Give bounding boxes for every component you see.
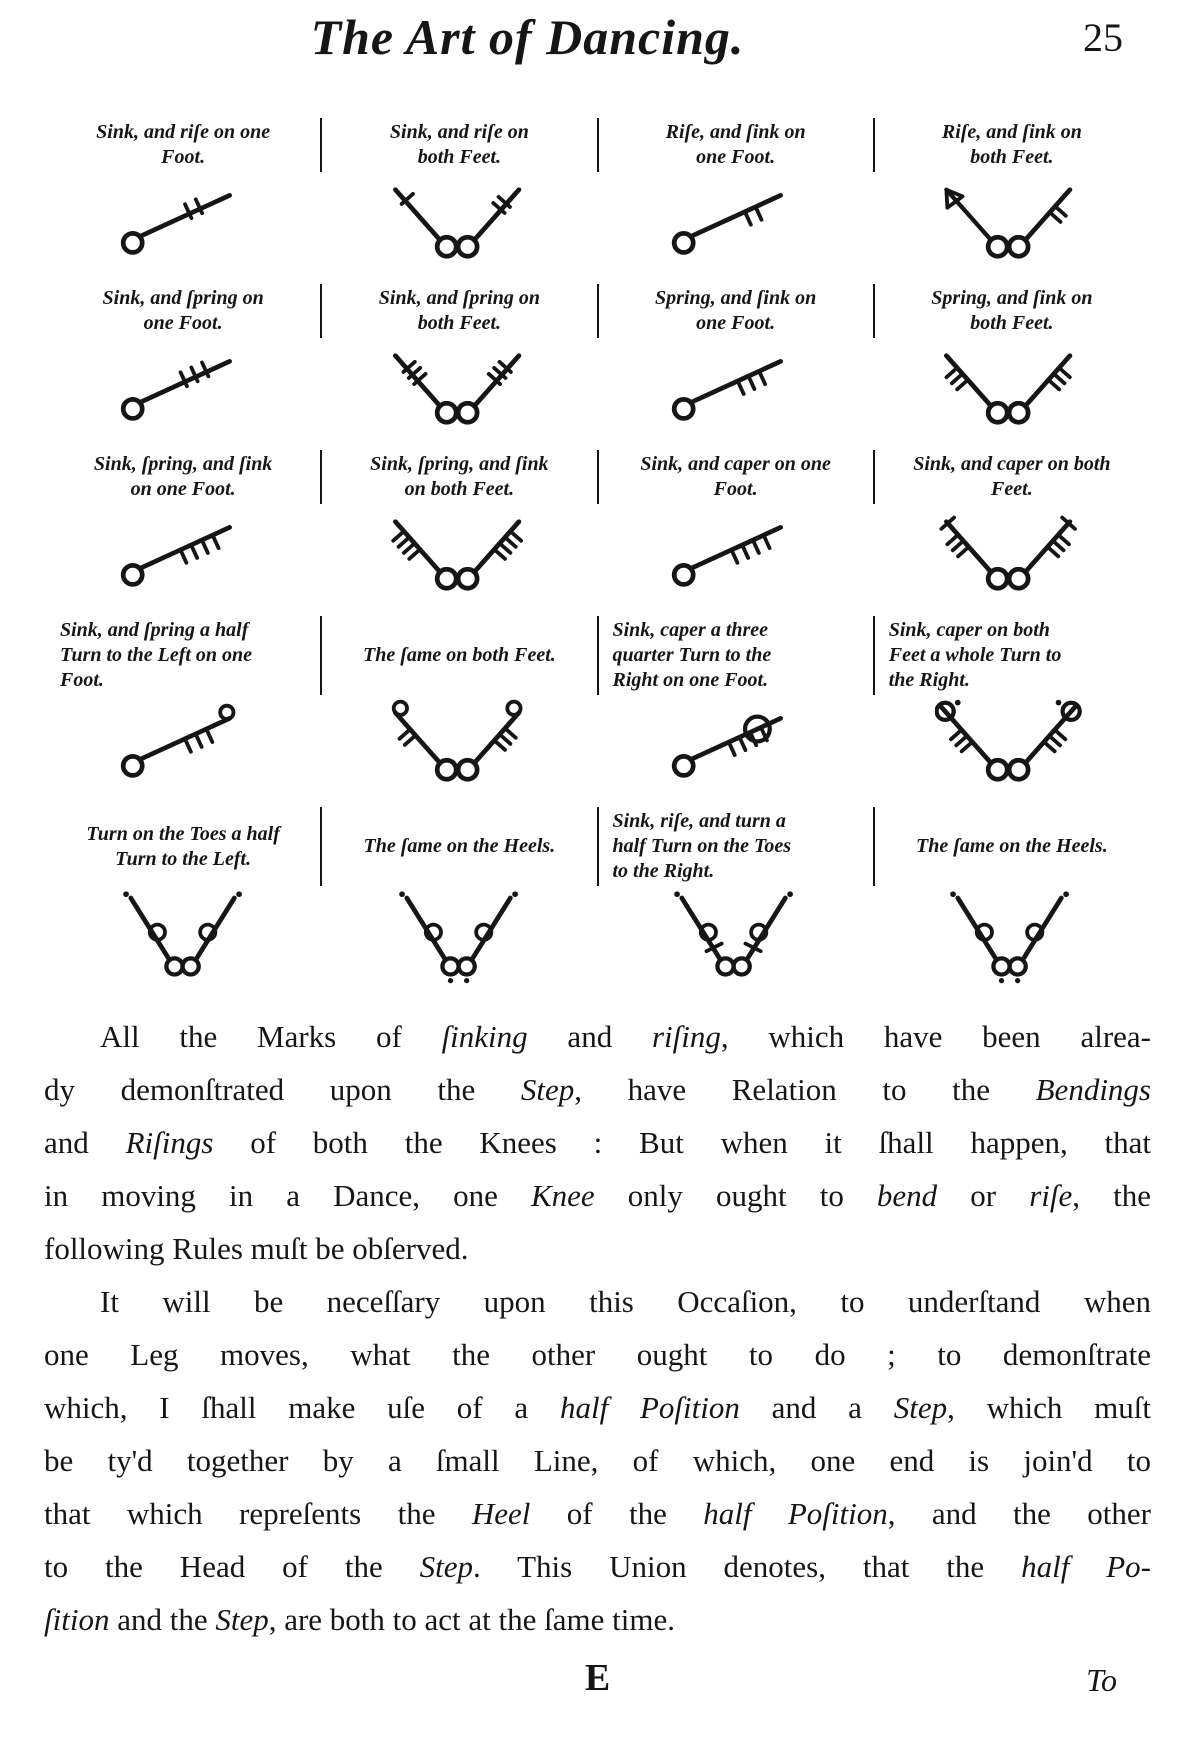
label-row: [46, 807, 1149, 886]
figure-label: Sink, caper a three quarter Turn to the Right on one Foot.: [599, 616, 875, 695]
text-line: be ty'd together by a ſmall Line, of which, one end is join'd to: [44, 1443, 1151, 1478]
figure-label: Sink, and caper on both Feet.: [913, 453, 1111, 500]
text-line: ſition and the Step, are both to act at the ſame time.: [44, 1602, 676, 1637]
spring-sink-one-foot-figure: [598, 340, 874, 436]
text-line: in moving in a Dance, one Knee only ought to bend or riſe, the: [44, 1178, 1152, 1213]
toes-half-turn-right-figure: [598, 888, 874, 984]
notation-table: [0, 118, 1195, 984]
text-line: which, I ſhall make uſe of a half Poſition and a Step, which muſt: [44, 1390, 1151, 1425]
figure-label: Sink, ſpring, and ſink on one Foot.: [46, 450, 322, 504]
text-line: following Rules muſt be obſerved.: [44, 1231, 469, 1266]
page-header: [0, 0, 1195, 104]
figure-label: Sink, and ſpring on one Foot.: [46, 284, 322, 338]
figure-label: Spring, and ſink on both Feet.: [931, 287, 1093, 334]
figure-label: Sink, and caper on one Foot.: [599, 450, 875, 504]
figure-label: The ſame on the Heels.: [916, 835, 1108, 857]
figure-label: The ſame on both Feet.: [322, 616, 598, 695]
heels-half-turn-right-figure: [873, 888, 1149, 984]
sink-spring-both-feet-figure: [322, 340, 598, 436]
text-line: one Leg moves, what the other ought to do ; to demonſtrate: [44, 1337, 1151, 1372]
figure-label: Riſe, and ſink on both Feet.: [941, 121, 1082, 168]
sink-rise-one-foot-figure: [46, 174, 322, 270]
label-row: [46, 118, 1149, 172]
text-line: and Riſings of both the Knees : But when it ſhall happen, that: [44, 1125, 1152, 1160]
page-footer: [0, 1656, 1195, 1726]
sink-rise-both-feet-figure: [322, 174, 598, 270]
figure-label: Sink, and riſe on one Foot.: [46, 118, 322, 172]
signature-mark: E: [584, 1657, 611, 1699]
figure-label: The ſame on the Heels.: [322, 807, 598, 886]
paragraph: [44, 1010, 1151, 1275]
spring-sink-both-feet-figure: [873, 340, 1149, 436]
figure-label: Sink, and ſpring on both Feet.: [322, 284, 598, 338]
body-text: [0, 1010, 1195, 1646]
rise-sink-one-foot-figure: [598, 174, 874, 270]
label-row: [46, 284, 1149, 338]
text-line: to the Head of the Step. This Union denotes, that the half Po-: [44, 1549, 1151, 1584]
text-line: All the Marks of ſinking and riſing, which have been alrea-: [100, 1019, 1151, 1054]
figure-label: Sink, ſpring, and ſink on both Feet.: [322, 450, 598, 504]
figure-row: [46, 888, 1149, 984]
sink-spring-sink-one-foot-figure: [46, 506, 322, 602]
same-on-both-feet-figure: [322, 697, 598, 793]
figure-label: Sink, caper on both Feet a whole Turn to the Right.: [888, 619, 1062, 691]
text-line: dy demonſtrated upon the Step, have Relation to the Bendings: [44, 1072, 1151, 1107]
figure-label: Sink, and riſe on both Feet.: [322, 118, 598, 172]
label-row: [46, 616, 1149, 695]
sink-spring-half-turn-left-figure: [46, 697, 322, 793]
text-line: that which repreſents the Heel of the half Poſition, and the other: [44, 1496, 1151, 1531]
sink-spring-one-foot-figure: [46, 340, 322, 436]
figure-label: Spring, and ſink on one Foot.: [599, 284, 875, 338]
sink-caper-both-feet-figure: [873, 506, 1149, 602]
figure-label: Sink, riſe, and turn a half Turn on the Toes to the Right.: [599, 807, 875, 886]
catchword: To: [1086, 1662, 1117, 1698]
sink-caper-one-foot-figure: [598, 506, 874, 602]
paragraph: [44, 1275, 1151, 1646]
page-number: 25: [1083, 15, 1123, 60]
figure-label: Riſe, and ſink on one Foot.: [599, 118, 875, 172]
toes-half-turn-left-figure: [46, 888, 322, 984]
rise-sink-both-feet-figure: [873, 174, 1149, 270]
heels-half-turn-left-figure: [322, 888, 598, 984]
sink-caper-three-quarter-turn-right-figure: [598, 697, 874, 793]
figure-row: [46, 697, 1149, 793]
figure-row: [46, 174, 1149, 270]
label-row: [46, 450, 1149, 504]
figure-row: [46, 506, 1149, 602]
sink-caper-whole-turn-right-figure: [873, 697, 1149, 793]
sink-spring-sink-both-feet-figure: [322, 506, 598, 602]
text-line: It will be neceſſary upon this Occaſion, to underſtand when: [100, 1284, 1151, 1319]
page-title: The Art of Dancing.: [310, 9, 745, 65]
figure-row: [46, 340, 1149, 436]
figure-label: Sink, and ſpring a half Turn to the Left on one Foot.: [46, 616, 322, 695]
figure-label: Turn on the Toes a half Turn to the Left.: [46, 807, 322, 886]
